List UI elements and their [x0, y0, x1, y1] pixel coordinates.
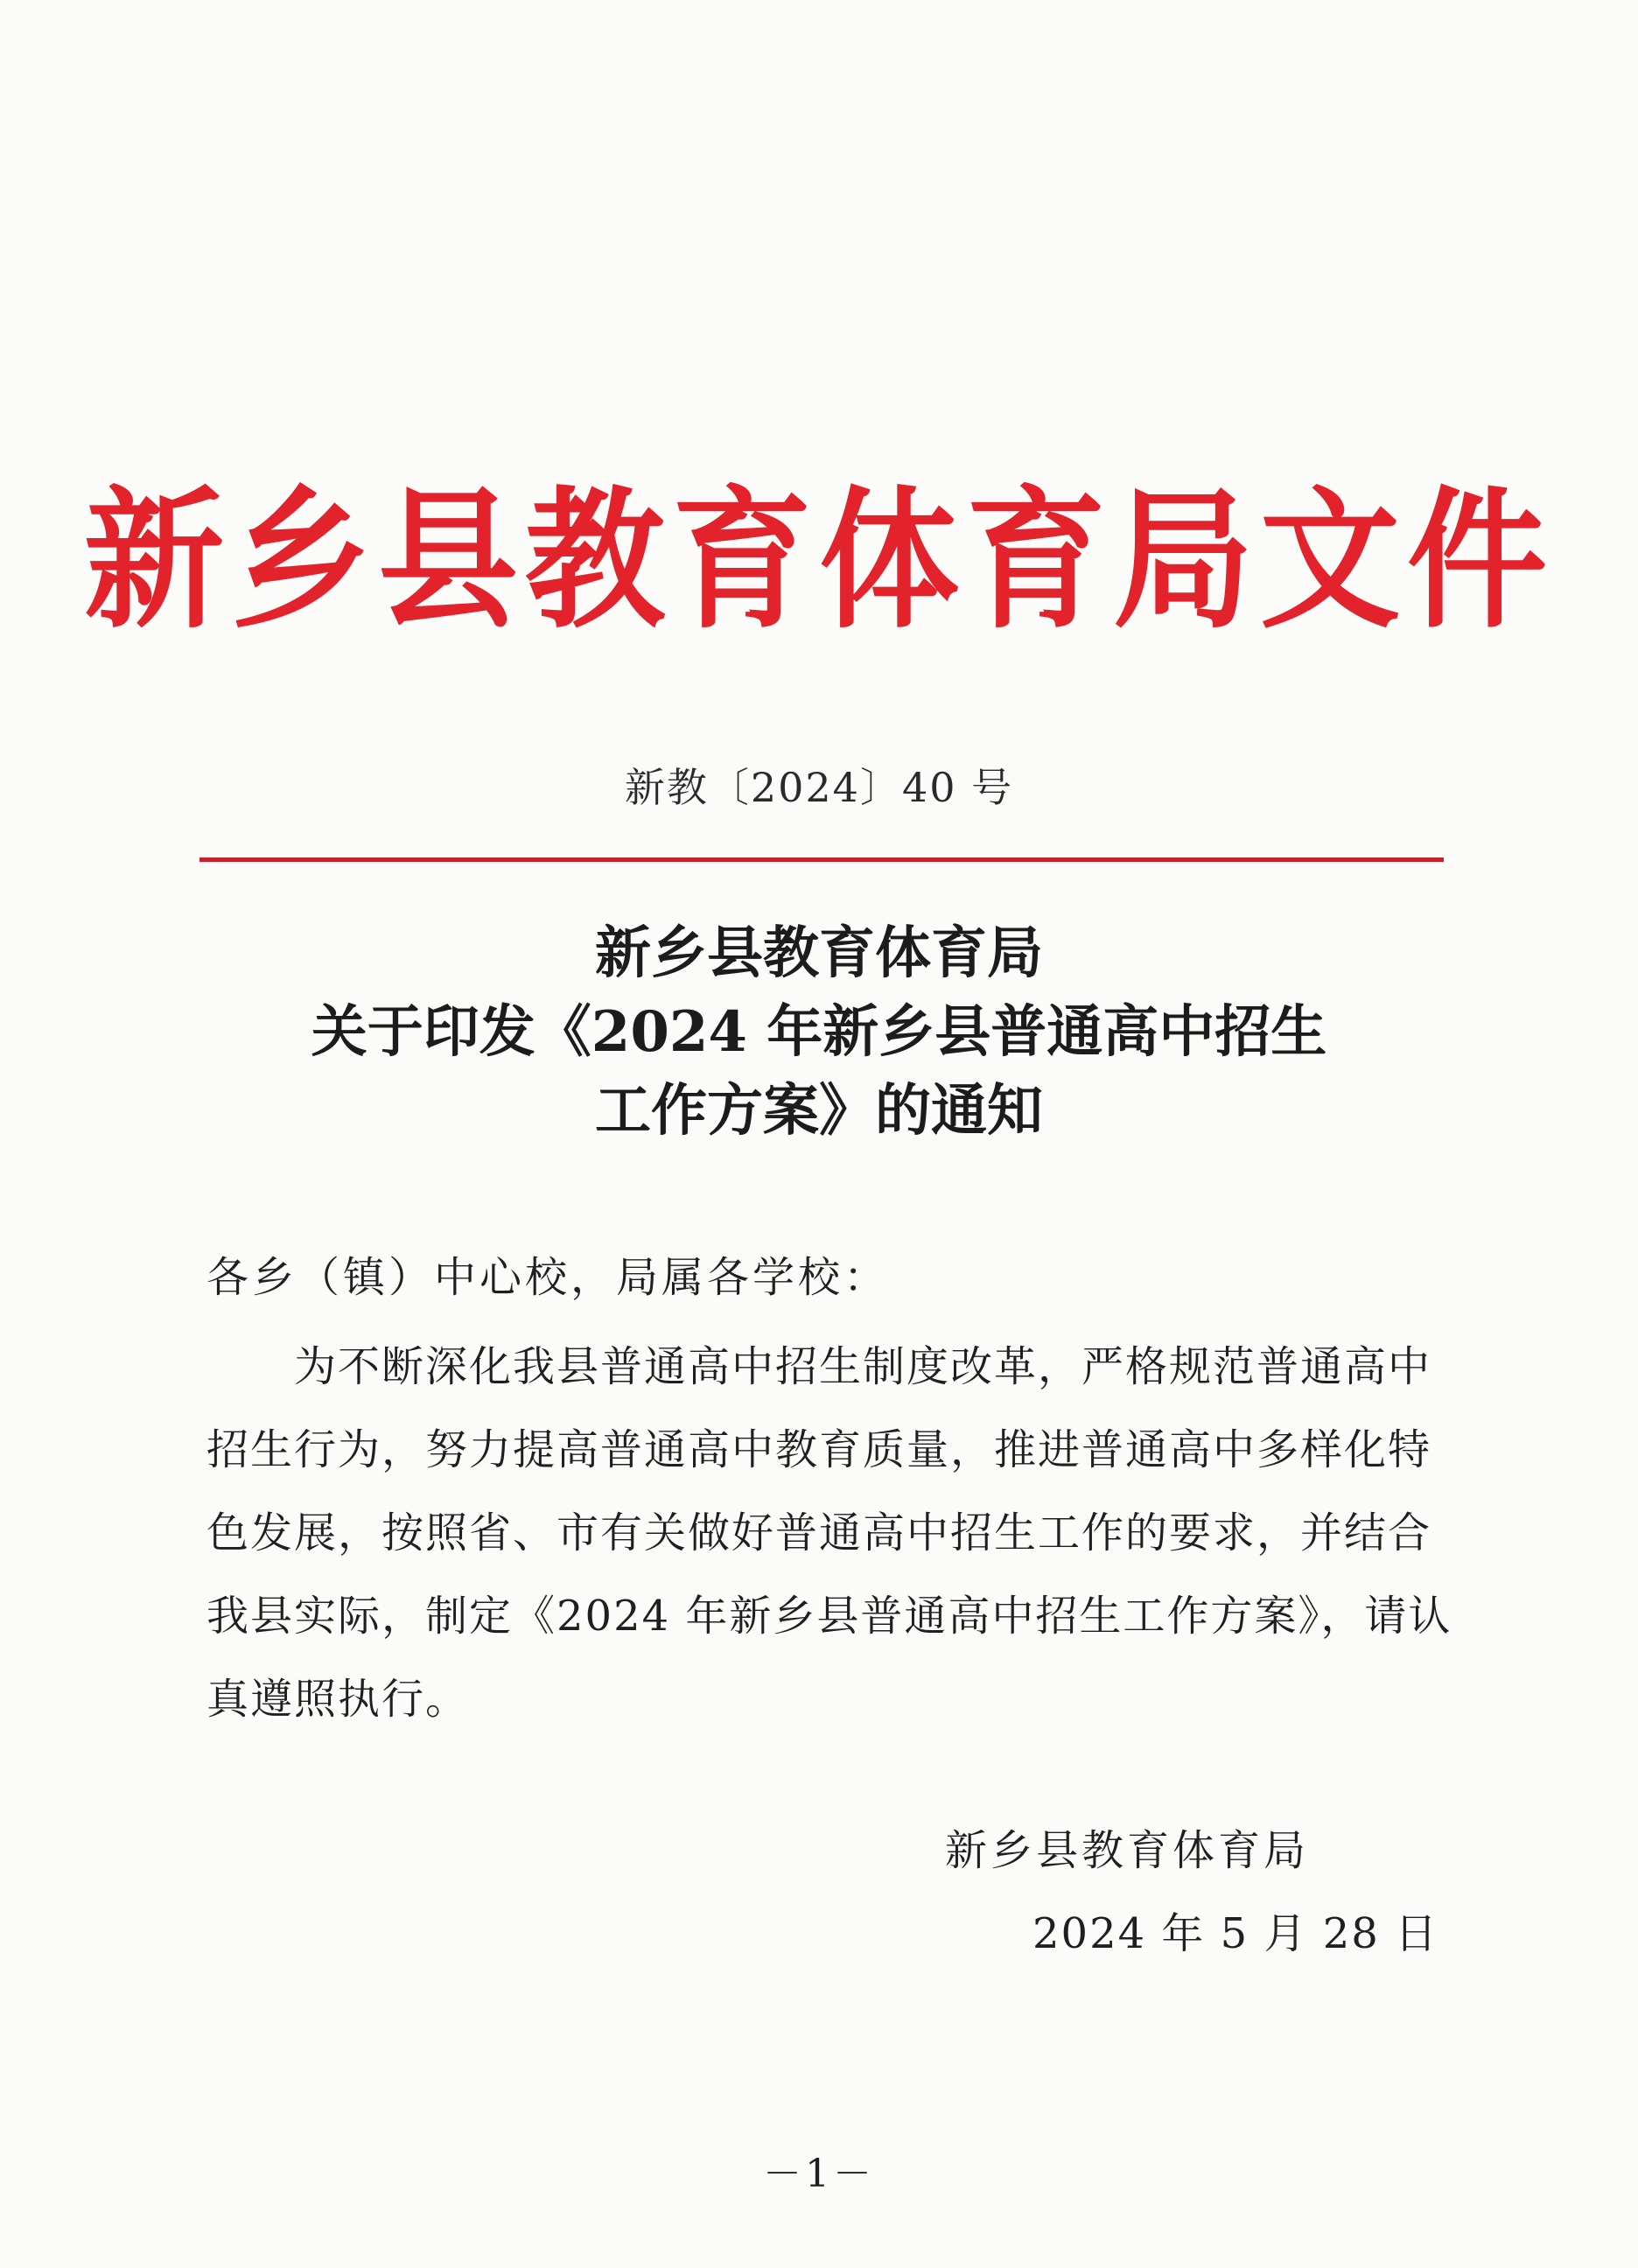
body-line-2: 招生行为，努力提高普通高中教育质量，推进普通高中多样化特: [206, 1425, 1432, 1474]
salutation: 各乡（镇）中心校，局属各学校：: [206, 1253, 890, 1302]
notice-title: [0, 914, 1638, 1151]
issuer-header-title: 新乡县教育体育局文件: [83, 471, 1554, 649]
signature-date: 2024 年 5 月 28 日: [1032, 1909, 1439, 1958]
document-number: 新教〔2024〕40 号: [624, 764, 1014, 811]
notice-title-line-1: 新乡县教育体育局: [595, 920, 1043, 986]
red-divider-line: [200, 858, 1444, 862]
body-line-3: 色发展，按照省、市有关做好普通高中招生工作的要求，并结合: [206, 1508, 1432, 1558]
page-number: －1－: [763, 2152, 875, 2196]
body-line-1: 为不断深化我县普通高中招生制度改革，严格规范普通高中: [294, 1342, 1432, 1391]
notice-title-line-2: 关于印发《2024 年新乡县普通高中招生: [311, 999, 1327, 1065]
signature-organization: 新乡县教育体育局: [945, 1826, 1310, 1875]
body-line-4: 我县实际，制定《2024 年新乡县普通高中招生工作方案》，请认: [206, 1592, 1452, 1641]
body-paragraph: [206, 1326, 1466, 1741]
notice-title-line-3: 工作方案》的通知: [595, 1078, 1043, 1144]
body-line-5: 真遵照执行。: [206, 1675, 470, 1724]
